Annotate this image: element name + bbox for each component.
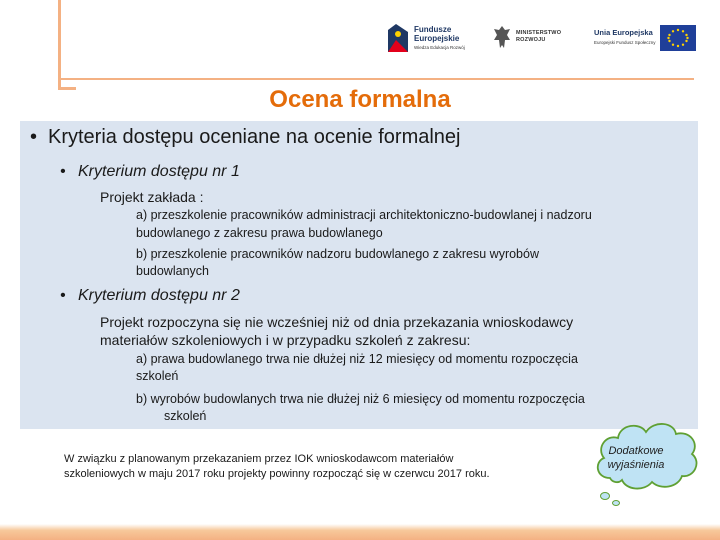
logo-strip	[384, 18, 696, 62]
criterion-1-item-a-line2: budowlanego z zakresu prawa budowlanego	[136, 226, 383, 240]
callout-text: Dodatkowe wyjaśnienia	[607, 445, 665, 471]
callout-tail-bubble	[612, 500, 620, 506]
bullet-icon: •	[60, 287, 66, 304]
criterion-1-label: • Kryterium dostępu nr 1	[60, 163, 240, 180]
decorative-bracket	[58, 0, 76, 90]
criterion-2-item-b-line2: szkoleń	[164, 409, 207, 423]
criterion-2-intro-line2: materiałów szkoleniowych i w przypadku szkoleń z zakresu:	[100, 332, 471, 348]
ue-subtitle: Europejski Fundusz Społeczny	[594, 40, 656, 45]
slide-title: Ocena formalna	[269, 86, 451, 113]
fe-title: Fundusze Europejskie	[414, 25, 460, 43]
eagle-emblem-icon	[492, 24, 512, 50]
bullet-icon: •	[30, 126, 38, 148]
criterion-1-intro: Projekt zakłada :	[100, 189, 204, 205]
criterion-1-item-a-line1: a) przeszkolenie pracowników administracji architektoniczno-budowlanej i nadzoru	[136, 208, 592, 222]
unia-europejska-logo	[592, 18, 696, 62]
footer-band	[0, 524, 720, 540]
criterion-2-label: • Kryterium dostępu nr 2	[60, 287, 240, 304]
main-heading: • Kryteria dostępu oceniane na ocenie formalnej	[30, 126, 461, 148]
footnote: W związku z planowanym przekazaniem przez IOK wnioskodawcom materiałów szkoleniowych w maju 2017 roku projekty powinny rozpocząć się w czerwcu 2017 roku.	[64, 453, 490, 480]
criterion-2-item-a-line2: szkoleń	[136, 369, 179, 383]
header-divider	[58, 78, 694, 80]
criterion-2-item-a-line1: a) prawa budowlanego trwa nie dłużej niż 12 miesięcy od momentu rozpoczęcia	[136, 352, 578, 366]
criterion-1-item-b-line1: b) przeszkolenie pracowników nadzoru budowlanego z zakresu wyrobów	[136, 247, 539, 261]
callout-tail-bubble	[600, 492, 610, 500]
bullet-icon: •	[60, 163, 66, 180]
fe-subtitle: Wiedza Edukacja Rozwój	[414, 45, 465, 50]
mr-title: MINISTERSTWO ROZWOJU	[516, 30, 562, 43]
fe-star-icon	[386, 22, 410, 56]
criterion-1-item-b-line2: budowlanych	[136, 264, 209, 278]
ministerstwo-rozwoju-logo	[488, 18, 568, 62]
eu-flag-icon	[660, 25, 696, 51]
criterion-2-item-b-line1: b) wyrobów budowlanych trwa nie dłużej niż 6 miesięcy od momentu rozpoczęcia	[136, 392, 585, 406]
fundusze-europejskie-logo	[384, 18, 476, 62]
ue-title: Unia Europejska	[594, 28, 653, 37]
criterion-2-intro-line1: Projekt rozpoczyna się nie wcześniej niż od dnia przekazania wnioskodawcy	[100, 314, 574, 330]
